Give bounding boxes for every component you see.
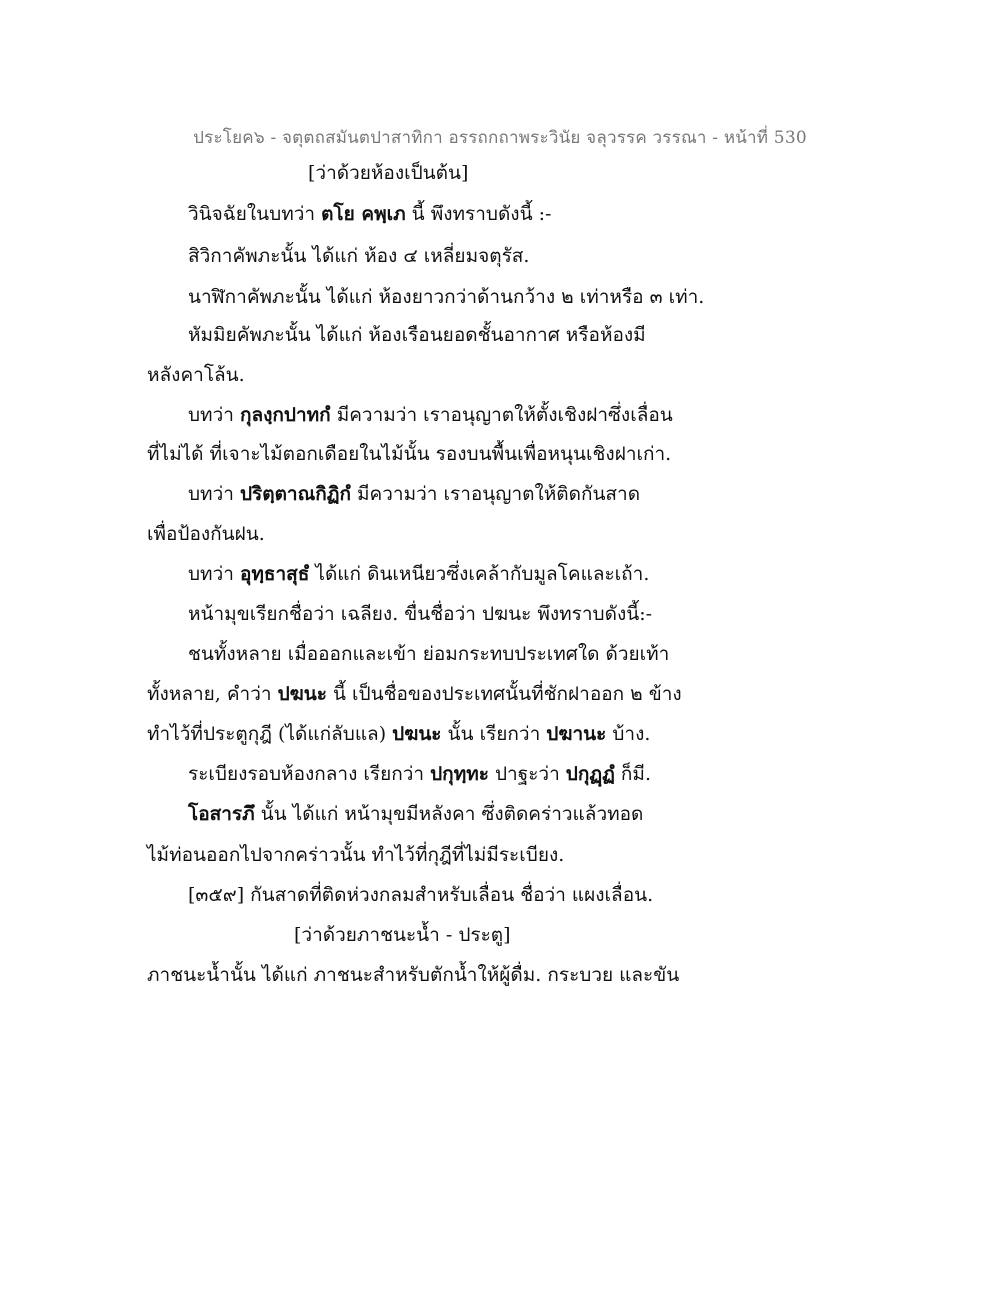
pali-term: ปริตฺตาณกิฏิกํ [239, 483, 351, 505]
text-run: วินิจฉัยในบทว่า [188, 203, 322, 225]
text-run: บทว่า [188, 404, 240, 426]
paragraph-line [188, 761, 651, 787]
paragraph-line: ชนทั้งหลาย เมื่อออกและเข้า ย่อมกระทบประเทศใด ด้วยเท้า [188, 643, 670, 665]
pali-term: ตโย คพฺเภ [321, 203, 406, 225]
text-run: ก็มี. [614, 763, 651, 785]
text-run: นั้น เรียกว่า [441, 723, 547, 745]
paragraph-line: [๓๕๙] กันสาดที่ติดห่วงกลมสำหรับเลื่อน ชื่อว่า แผงเลื่อน. [188, 884, 654, 906]
paragraph-line: ที่ไม่ได้ ที่เจาะไม้ตอกเดือยในไม้นั้น รองบนพื้นเพื่อหนุนเชิงฝาเก่า. [147, 443, 672, 465]
paragraph-line: สิวิกาคัพภะนั้น ได้แก่ ห้อง ๔ เหลี่ยมจตุรัส. [188, 245, 530, 267]
text-run: ทั้งหลาย, คำว่า [147, 683, 278, 705]
paragraph-line [188, 201, 551, 227]
text-run: นี้ เป็นชื่อของประเทศนั้นที่ชักฝาออก ๒ ข้าง [326, 683, 682, 705]
page-header: ประโยค๖ - จตุตถสมันตปาสาทิกา อรรถกถาพระวินัย จลุวรรค วรรณา - หน้าที่ 530 [193, 128, 807, 148]
text-run: ได้แก่ ดินเหนียวซึ่งเคล้ากับมูลโคและเถ้า. [309, 563, 650, 585]
pali-term: ปฆนะ [392, 723, 442, 745]
text-run: มีความว่า เราอนุญาตให้ติดกันสาด [350, 483, 641, 505]
paragraph-line: ภาชนะน้ำนั้น ได้แก่ ภาชนะสำหรับตักน้ำให้ผู้ดื่ม. กระบวย และขัน [147, 964, 680, 986]
pali-term: ปกุทฺทะ [430, 763, 489, 785]
text-run: มีความว่า เราอนุญาตให้ตั้งเชิงฝาซึ่งเลื่อน [330, 404, 673, 426]
paragraph-line: หลังคาโล้น. [147, 364, 245, 386]
section-heading: [ว่าด้วยห้องเป็นต้น] [308, 162, 469, 184]
paragraph-line [147, 681, 682, 707]
pali-term: ปกุฏฺฏํ [565, 763, 615, 785]
text-run: บทว่า [188, 563, 240, 585]
paragraph-line [147, 721, 650, 747]
text-run: บ้าง. [606, 723, 651, 745]
paragraph-line: ไม้ท่อนออกไปจากคร่าวนั้น ทำไว้ที่กุฎีที่ไม่มีระเบียง. [147, 844, 565, 866]
text-run: นี้ พึงทราบดังนี้ :- [405, 203, 552, 225]
paragraph-line [188, 402, 673, 428]
pali-term: ปฆานะ [546, 723, 607, 745]
pali-term: ปฆนะ [277, 683, 327, 705]
paragraph-line [188, 561, 649, 587]
pali-term: โอสารภึ [188, 803, 255, 825]
text-run: นั้น ได้แก่ หน้ามุขมีหลังคา ซึ่งติดคร่าวแล้วทอด [254, 803, 644, 825]
paragraph-line [188, 481, 640, 507]
paragraph-line: เพื่อป้องกันฝน. [147, 523, 265, 545]
text-run: บทว่า [188, 483, 240, 505]
paragraph-line: หัมมิยคัพภะนั้น ได้แก่ ห้องเรือนยอดชั้นอากาศ หรือห้องมี [188, 324, 646, 346]
section-heading: [ว่าด้วยภาชนะน้ำ - ประตู] [294, 924, 511, 946]
paragraph-line: หน้ามุขเรียกชื่อว่า เฉลียง. ขื่นชื่อว่า ปฆนะ พึงทราบดังนี้:- [188, 603, 653, 625]
text-run: ปาฐะว่า [488, 763, 566, 785]
paragraph-line [188, 801, 643, 827]
pali-term: อุทฺธาสุธํ [239, 563, 310, 585]
text-run: ระเบียงรอบห้องกลาง เรียกว่า [188, 763, 431, 785]
pali-term: กุลงฺกปาทกํ [239, 404, 331, 426]
text-run: ทำไว้ที่ประตูกุฎี (ได้แก่ลับแล) [147, 723, 393, 745]
paragraph-line: นาฬิกาคัพภะนั้น ได้แก่ ห้องยาวกว่าด้านกว้าง ๒ เท่าหรือ ๓ เท่า. [188, 286, 705, 308]
